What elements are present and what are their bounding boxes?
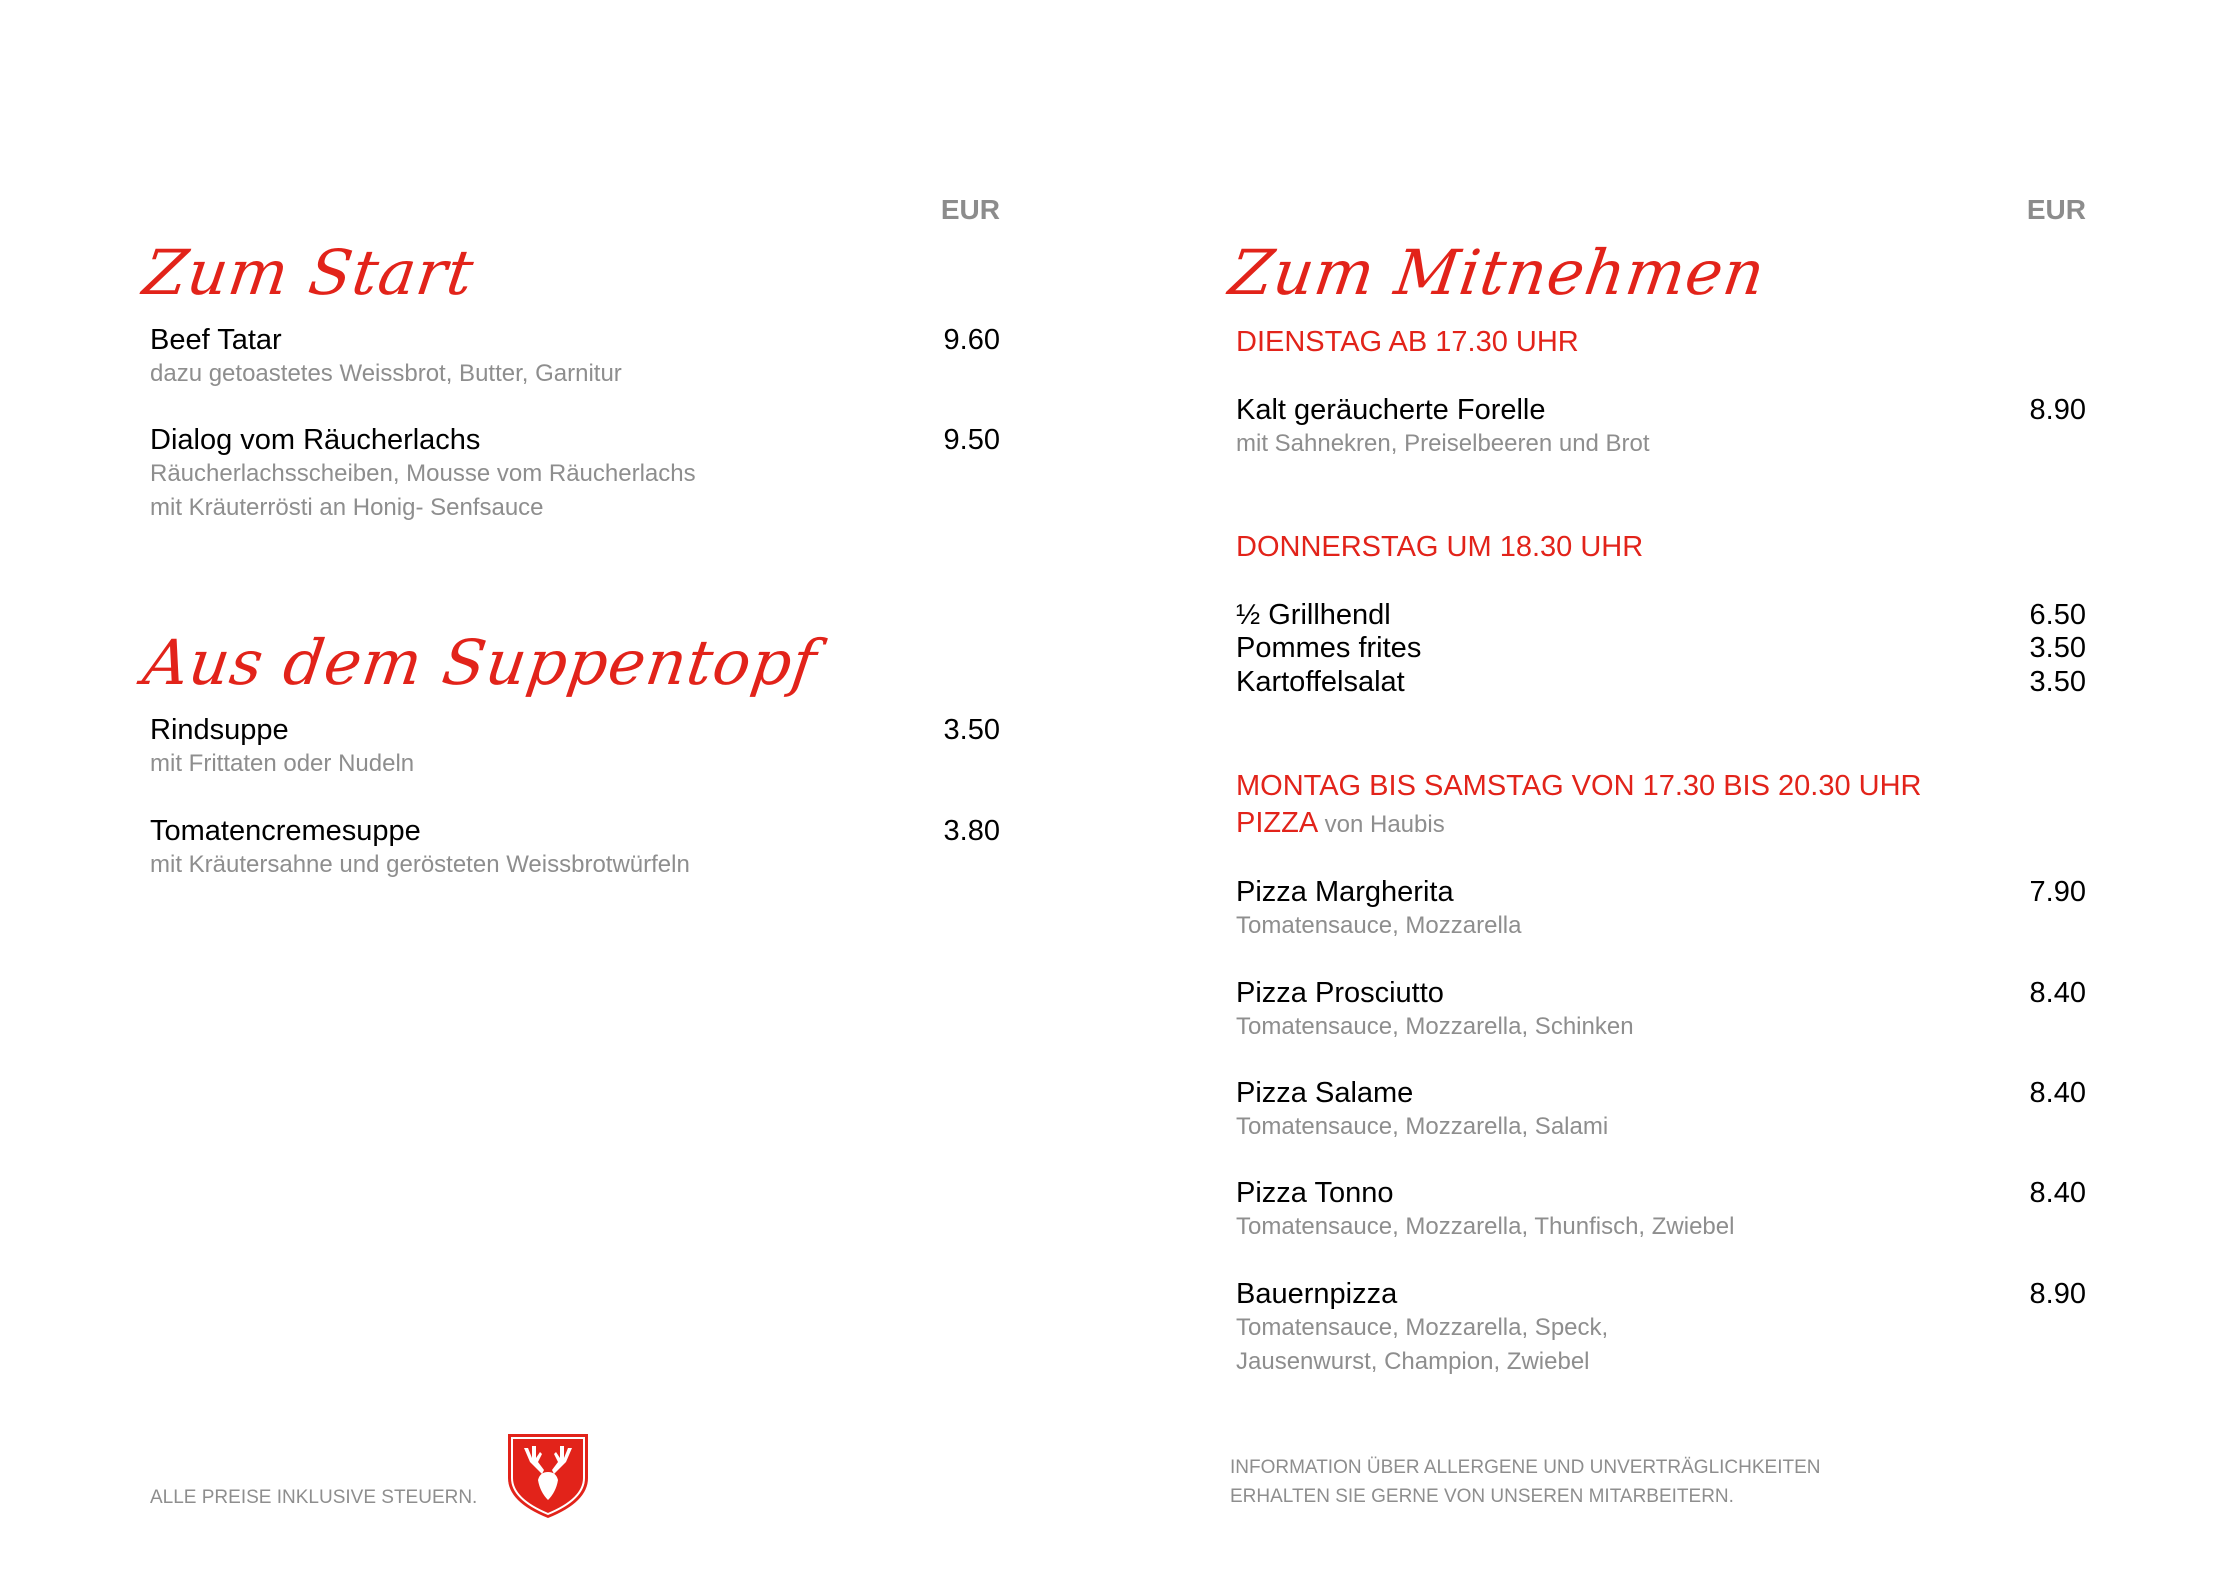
menu-item-price: 3.50 bbox=[943, 714, 1000, 746]
section-title-soup: Aus dem Suppentopf bbox=[138, 626, 822, 699]
left-menu-column bbox=[138, 0, 1000, 1571]
menu-item-desc: mit Kräutersahne und gerösteten Weissbrotwürfeln bbox=[150, 851, 690, 878]
menu-item-price: 3.50 bbox=[2029, 666, 2086, 698]
menu-item-desc: Tomatensauce, Mozzarella, Thunfisch, Zwiebel bbox=[1236, 1213, 1735, 1240]
menu-item-name: Pizza Salame bbox=[1236, 1077, 1414, 1109]
menu-item-desc: Tomatensauce, Mozzarella, Salami bbox=[1236, 1113, 1609, 1140]
menu-item-desc: Jausenwurst, Champion, Zwiebel bbox=[1236, 1348, 1590, 1375]
menu-item-name: Pizza Prosciutto bbox=[1236, 977, 1444, 1009]
menu-item-name: Pizza Tonno bbox=[1236, 1177, 1394, 1209]
menu-item-name: ½ Grillhendl bbox=[1236, 599, 1391, 631]
menu-item-price: 6.50 bbox=[2029, 599, 2086, 631]
day-heading-pizza-hours: MONTAG BIS SAMSTAG VON 17.30 BIS 20.30 UHR bbox=[1236, 770, 1922, 802]
menu-item-name: Pommes frites bbox=[1236, 632, 1422, 664]
allergen-note-line2: ERHALTEN SIE GERNE VON UNSEREN MITARBEITERN. bbox=[1230, 1486, 1734, 1507]
menu-item-name: Kalt geräucherte Forelle bbox=[1236, 394, 1546, 426]
pizza-supplier: von Haubis bbox=[1324, 811, 1445, 838]
menu-item-price: 8.40 bbox=[2029, 1177, 2086, 1209]
menu-item-desc: Tomatensauce, Mozzarella, Speck, bbox=[1236, 1314, 1609, 1341]
menu-item-desc: Tomatensauce, Mozzarella bbox=[1236, 912, 1522, 939]
day-heading-tuesday: DIENSTAG AB 17.30 UHR bbox=[1236, 326, 1579, 358]
menu-item-desc: mit Frittaten oder Nudeln bbox=[150, 750, 415, 777]
menu-item-name: Tomatencremesuppe bbox=[150, 815, 421, 847]
right-menu-column bbox=[1224, 0, 2086, 1571]
day-heading-thursday: DONNERSTAG UM 18.30 UHR bbox=[1236, 531, 1644, 563]
currency-label: EUR bbox=[2026, 194, 2086, 225]
menu-item-price: 9.60 bbox=[943, 324, 1000, 356]
menu-item-price: 8.90 bbox=[2029, 1278, 2086, 1310]
menu-item-desc: Tomatensauce, Mozzarella, Schinken bbox=[1236, 1013, 1634, 1040]
tax-note: ALLE PREISE INKLUSIVE STEUERN. bbox=[150, 1487, 478, 1508]
currency-label: EUR bbox=[940, 194, 1000, 225]
pizza-label: PIZZA bbox=[1236, 807, 1317, 839]
stag-shield-icon bbox=[502, 1428, 594, 1520]
menu-item-desc: Räucherlachsscheiben, Mousse vom Räucherlachs bbox=[150, 460, 696, 487]
menu-item-name: Kartoffelsalat bbox=[1236, 666, 1405, 698]
menu-item-price: 8.90 bbox=[2029, 394, 2086, 426]
allergen-note-line1: INFORMATION ÜBER ALLERGENE UND UNVERTRÄGLICHKEITEN bbox=[1230, 1457, 1821, 1478]
menu-item-desc: dazu getoastetes Weissbrot, Butter, Garnitur bbox=[150, 360, 622, 387]
menu-item-name: Rindsuppe bbox=[150, 714, 289, 746]
menu-item-name: Bauernpizza bbox=[1236, 1278, 1398, 1310]
menu-item-name: Beef Tatar bbox=[150, 324, 282, 356]
menu-item-desc: mit Kräuterrösti an Honig- Senfsauce bbox=[150, 494, 544, 521]
menu-item-price: 8.40 bbox=[2029, 1077, 2086, 1109]
section-title-takeaway: Zum Mitnehmen bbox=[1224, 236, 1770, 309]
menu-item-price: 3.80 bbox=[943, 815, 1000, 847]
menu-item-desc: mit Sahnekren, Preiselbeeren und Brot bbox=[1236, 430, 1650, 457]
menu-item-name: Dialog vom Räucherlachs bbox=[150, 424, 481, 456]
section-title-start: Zum Start bbox=[138, 236, 479, 309]
pizza-heading bbox=[1236, 807, 1445, 840]
menu-item-price: 8.40 bbox=[2029, 977, 2086, 1009]
menu-item-price: 7.90 bbox=[2029, 876, 2086, 908]
menu-item-price: 9.50 bbox=[943, 424, 1000, 456]
menu-item-price: 3.50 bbox=[2029, 632, 2086, 664]
menu-item-name: Pizza Margherita bbox=[1236, 876, 1454, 908]
